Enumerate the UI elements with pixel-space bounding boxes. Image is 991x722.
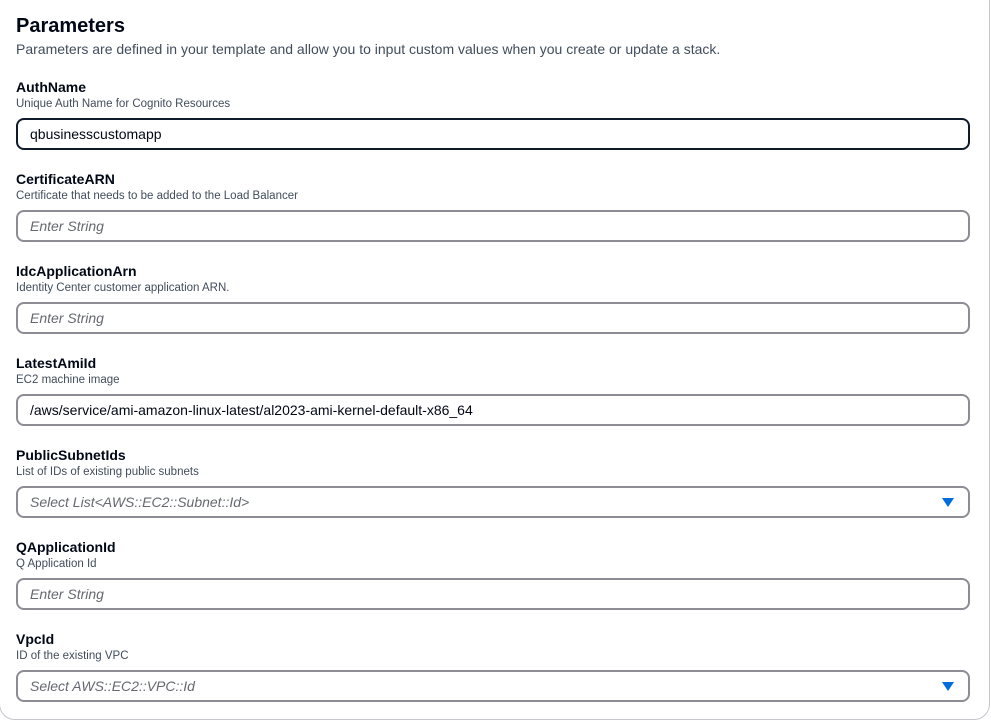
field-vpcid: [16, 630, 970, 702]
qapplicationid-input[interactable]: [30, 580, 968, 608]
field-description: Unique Auth Name for Cognito Resources: [16, 98, 231, 110]
field-label: CertificateARN: [16, 171, 115, 187]
latestamiid-input-wrapper: [16, 394, 970, 426]
select-placeholder: Select List<AWS::EC2::Subnet::Id>: [30, 494, 250, 510]
field-qapplicationid: [16, 538, 970, 610]
field-idcapplicationarn: [16, 262, 970, 334]
certificatearn-input-wrapper: [16, 210, 970, 242]
latestamiid-input[interactable]: [30, 396, 968, 424]
field-publicsubnetids: [16, 446, 970, 518]
caret-down-icon: [942, 498, 954, 507]
field-description: ID of the existing VPC: [16, 650, 129, 662]
field-label: PublicSubnetIds: [16, 447, 126, 463]
section-title: Parameters: [16, 15, 125, 37]
field-label: QApplicationId: [16, 539, 116, 555]
caret-down-icon: [942, 682, 954, 691]
section-description: Parameters are defined in your template and allow you to input custom values when you create or update a stack.: [16, 41, 721, 57]
vpcid-select[interactable]: [16, 670, 970, 702]
field-label: IdcApplicationArn: [16, 263, 137, 279]
field-latestamiid: [16, 354, 970, 426]
field-certificatearn: [16, 170, 970, 242]
publicsubnetids-select[interactable]: [16, 486, 970, 518]
field-description: Certificate that needs to be added to the Load Balancer: [16, 190, 298, 202]
authname-input[interactable]: [30, 120, 968, 148]
certificatearn-input[interactable]: [30, 212, 968, 240]
field-description: Identity Center customer application ARN.: [16, 282, 230, 294]
field-label: VpcId: [16, 631, 55, 647]
qapplicationid-input-wrapper: [16, 578, 970, 610]
field-description: EC2 machine image: [16, 374, 120, 386]
field-label: AuthName: [16, 79, 87, 95]
idcapplicationarn-input[interactable]: [30, 304, 968, 332]
idcapplicationarn-input-wrapper: [16, 302, 970, 334]
section-header: [16, 14, 976, 59]
select-placeholder: Select AWS::EC2::VPC::Id: [30, 678, 195, 694]
authname-input-wrapper: [16, 118, 970, 150]
field-description: List of IDs of existing public subnets: [16, 466, 199, 478]
field-label: LatestAmiId: [16, 355, 97, 371]
field-description: Q Application Id: [16, 558, 97, 570]
field-authname: [16, 78, 970, 150]
